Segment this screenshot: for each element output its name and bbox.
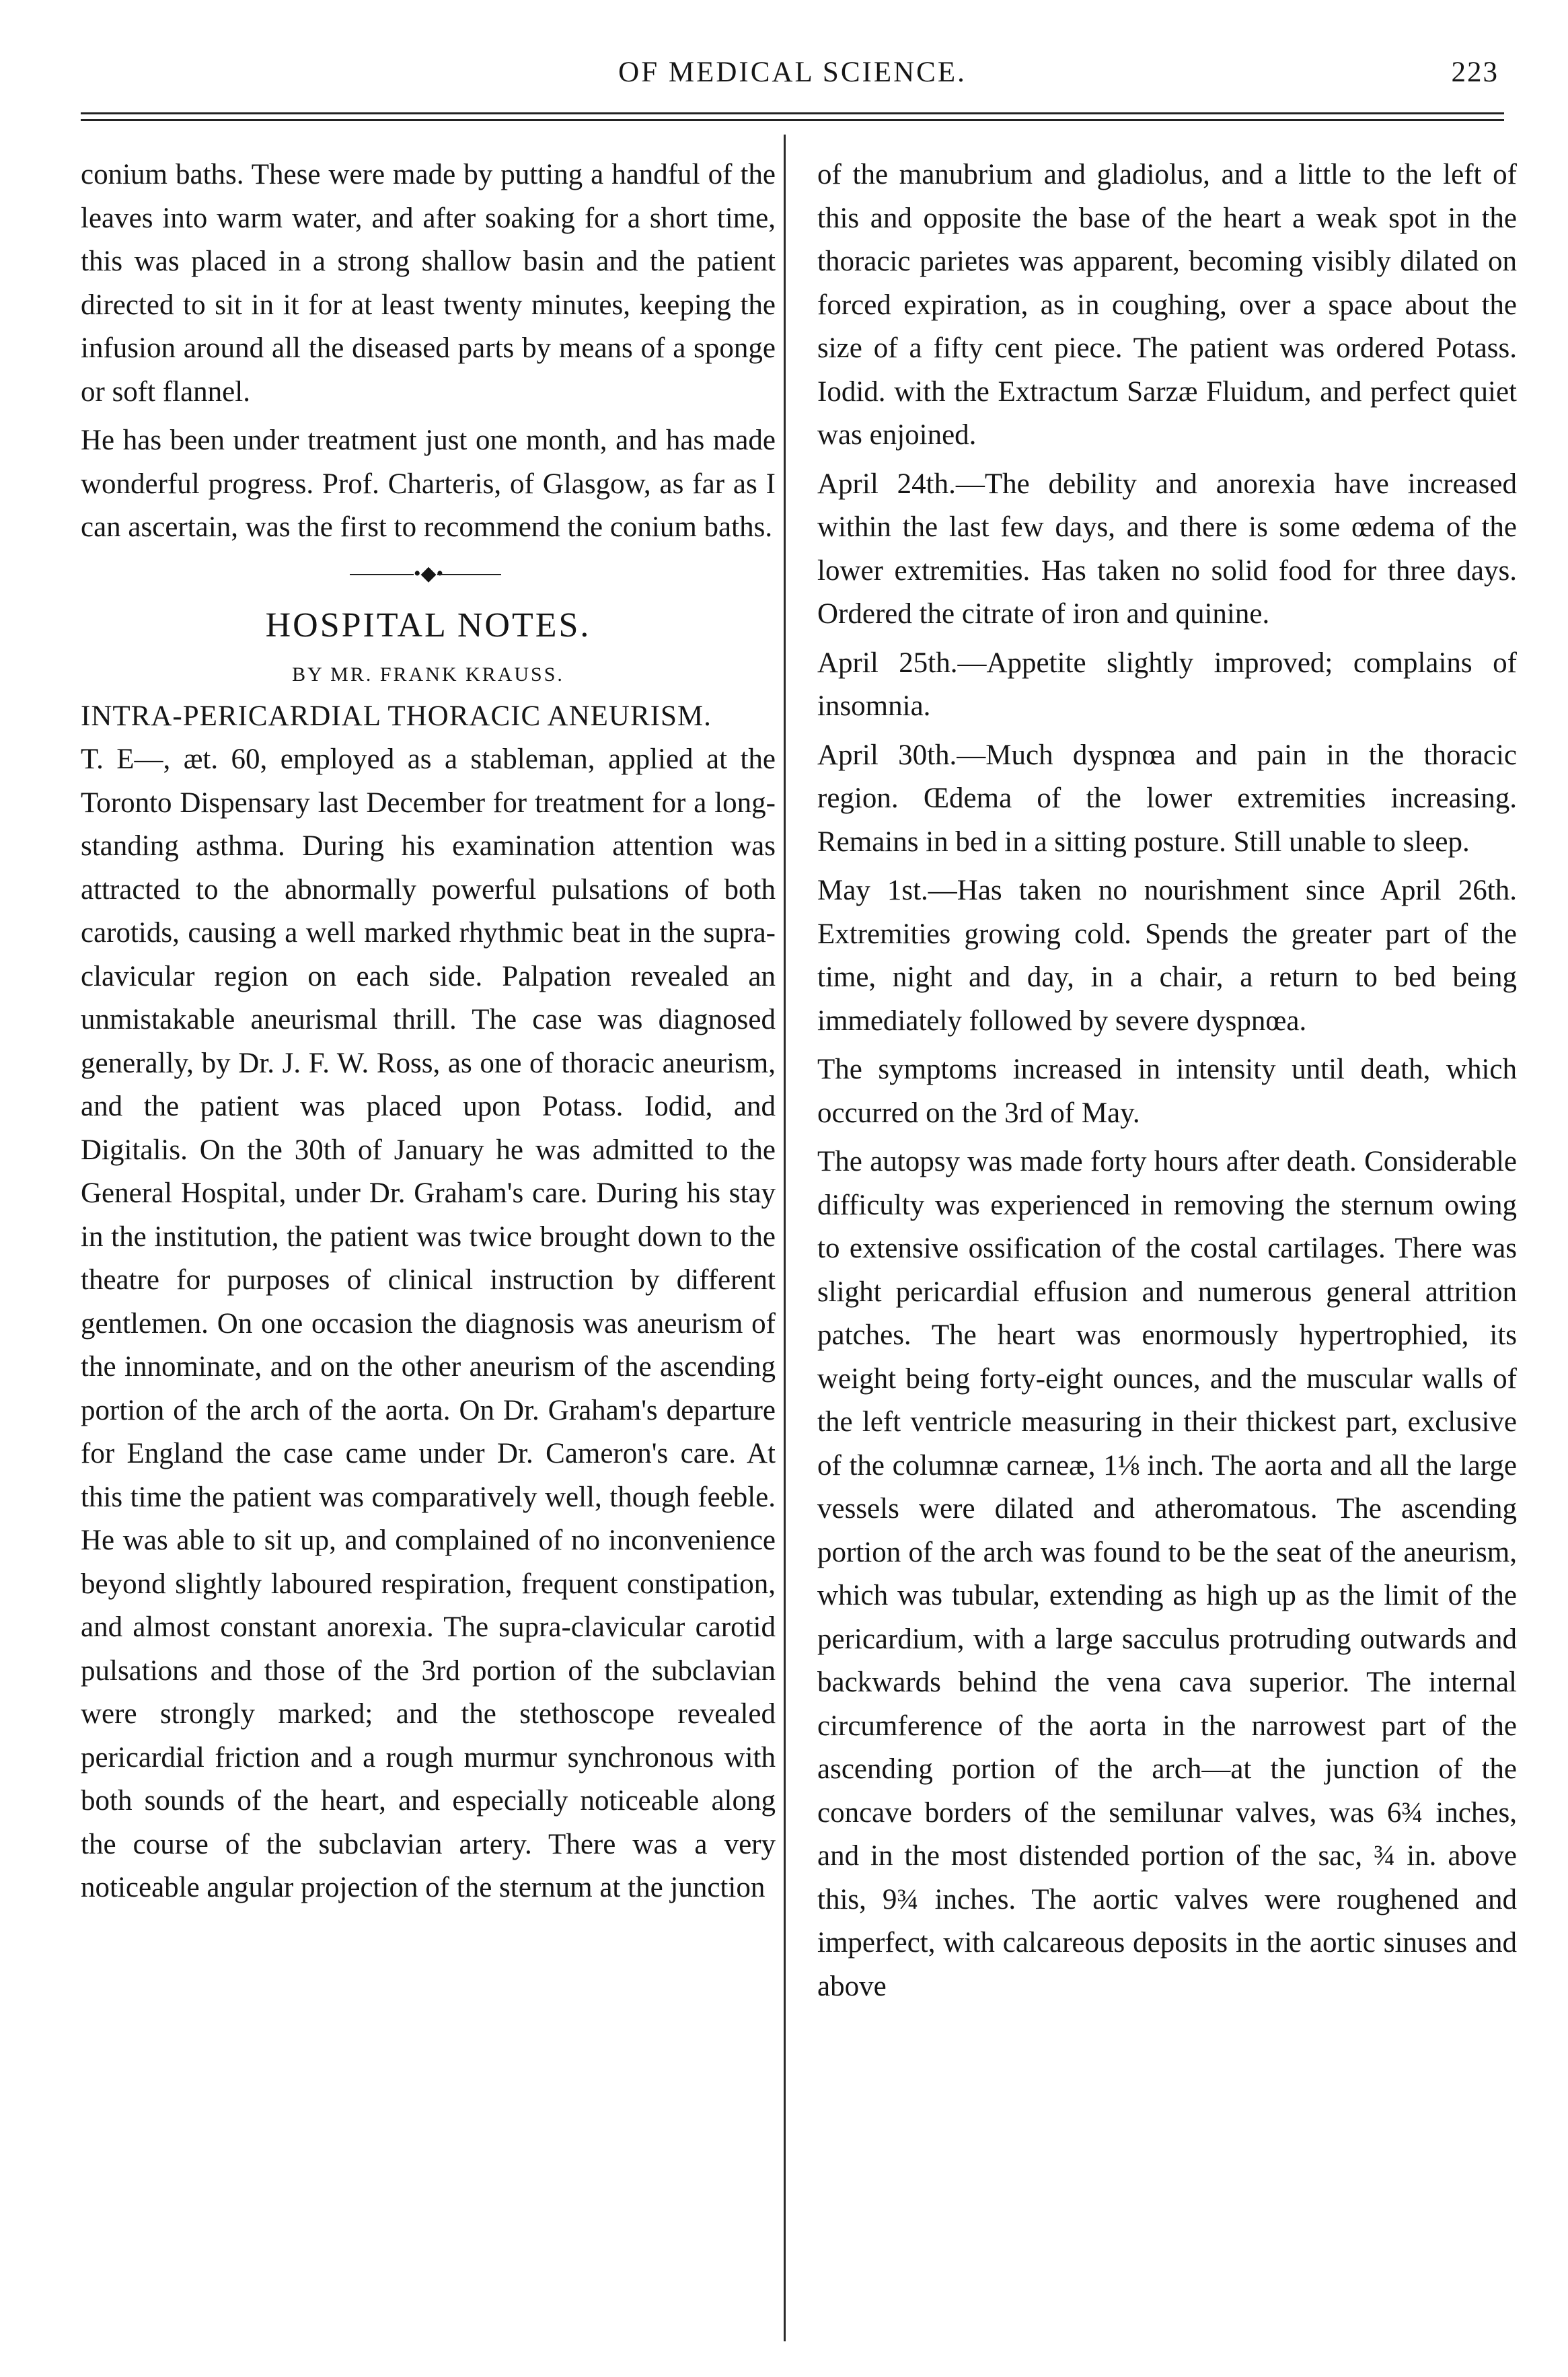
paragraph-treatment-progress: He has been under treatment just one month, and has made wonderful progress. Prof. Charteris, of Glasgow, as far as I can ascertain, was the first to recommend the conium baths. (81, 425, 776, 543)
paragraph-conium-baths: conium baths. These were made by putting a handful of the leaves into warm water, and after soaking for a short time, this was placed in a strong shallow basin and the patient directed to sit in it for at least twenty minutes, keeping the infusion around all the diseased parts by means of a sponge or soft flannel. (81, 159, 776, 408)
paragraph-death: The symptoms increased in intensity until death, which occurred on the 3rd of May. (817, 1054, 1517, 1129)
column-divider (784, 135, 786, 2341)
header-rule (81, 112, 1504, 114)
section-ornament (81, 556, 776, 594)
paragraph-april-30: April 30th.—Much dyspnœa and pain in the thoracic region. Œdema of the lower extremities increasing. Remains in bed in a sitting posture. Still unable to sleep. (817, 739, 1517, 858)
paragraph-autopsy: The autopsy was made forty hours after death. Considerable difficulty was experienced in removing the sternum owing to extensive ossification of the costal cartilages. There was slight pericardial effusion and numerous general attrition patches. The heart was enormously hypertrophied, its weight being forty-eight ounces, and the muscular walls of the left ventricle measuring in their thickest part, exclusive of the columnæ carneæ, 1⅛ inch. The aorta and all the large vessels were dilated and atheromatous. The ascending portion of the arch was found to be the seat of the aneurism, which was tubular, extending as high up as the limit of the pericardium, with a large sacculus protruding outwards and backwards behind the vena cava superior. The internal circumference of the aorta in the narrowest part of the ascending portion of the arch—at the junction of the concave borders of the semilunar valves, was 6¾ inches, and in the most distended portion of the sac, ¾ in. above this, 9¾ inches. The aortic valves were roughened and imperfect, with calcareous deposits in the aortic sinuses and above (817, 1146, 1517, 2002)
byline: BY MR. FRANK KRAUSS. (292, 663, 564, 686)
running-head (81, 52, 1504, 97)
paragraph-april-24: April 24th.—The debility and anorexia have increased within the last few days, and there is some œdema of the lower extremities. Has taken no solid food for three days. Ordered the citrate of iron and quinine. (817, 468, 1517, 630)
right-column (817, 153, 1517, 2014)
case-title: INTRA-PERICARDIAL THORACIC ANEURISM. (81, 700, 712, 732)
paragraph-examination-continued: of the manubrium and gladiolus, and a little to the left of this and opposite the base of the heart a weak spot in the thoracic parietes was apparent, becoming visibly dilated on forced expiration, as in coughing, over a space about the size of a fifty cent piece. The patient was ordered Potass. Iodid. with the Extractum Sarzæ Fluidum, and perfect quiet was enjoined. (817, 159, 1517, 451)
section-title: HOSPITAL NOTES. (265, 606, 591, 645)
header-rule-second (81, 119, 1504, 121)
page-number: 223 (1451, 57, 1499, 88)
running-title: OF MEDICAL SCIENCE. (618, 57, 967, 88)
ornament-line-right (437, 574, 501, 575)
paragraph-may-1: May 1st.—Has taken no nourishment since April 26th. Extremities growing cold. Spends the greater part of the time, night and day, in a chair, a return to bed being immediately followed by severe dyspnœa. (817, 875, 1517, 1037)
paragraph-april-25: April 25th.—Appetite slightly improved; complains of insomnia. (817, 647, 1517, 722)
ornament-glyph: •◆• (414, 562, 444, 585)
left-column (81, 153, 776, 1915)
ornament-line-left (350, 574, 414, 575)
paragraph-case-history: T. E—, æt. 60, employed as a stableman, applied at the Toronto Dispensary last December for treatment for a long-standing asthma. During his examination attention was attracted to the abnormally powerful pulsations of both carotids, causing a well marked rhythmic beat in the supra-clavicular region on each side. Palpation revealed an unmistakable aneurismal thrill. The case was diagnosed generally, by Dr. J. F. W. Ross, as one of thoracic aneurism, and the patient was placed upon Potass. Iodid, and Digitalis. On the 30th of January he was admitted to the General Hospital, under Dr. Graham's care. During his stay in the institution, the patient was twice brought down to the theatre for purposes of clinical instruction by different gentlemen. On one occasion the diagnosis was aneurism of the innominate, and on the other aneurism of the ascending portion of the arch of the aorta. On Dr. Graham's departure for England the case came under Dr. Cameron's care. At this time the patient was comparatively well, though feeble. He was able to sit up, and complained of no inconvenience beyond slightly laboured respiration, frequent constipation, and almost constant anorexia. The supra-clavicular carotid pulsations and those of the 3rd portion of the subclavian were strongly marked; and the stethoscope revealed pericardial friction and a rough murmur synchronous with both sounds of the heart, and especially noticeable along the course of the subclavian artery. There was a very noticeable angular projection of the sternum at the junction (81, 743, 776, 1903)
